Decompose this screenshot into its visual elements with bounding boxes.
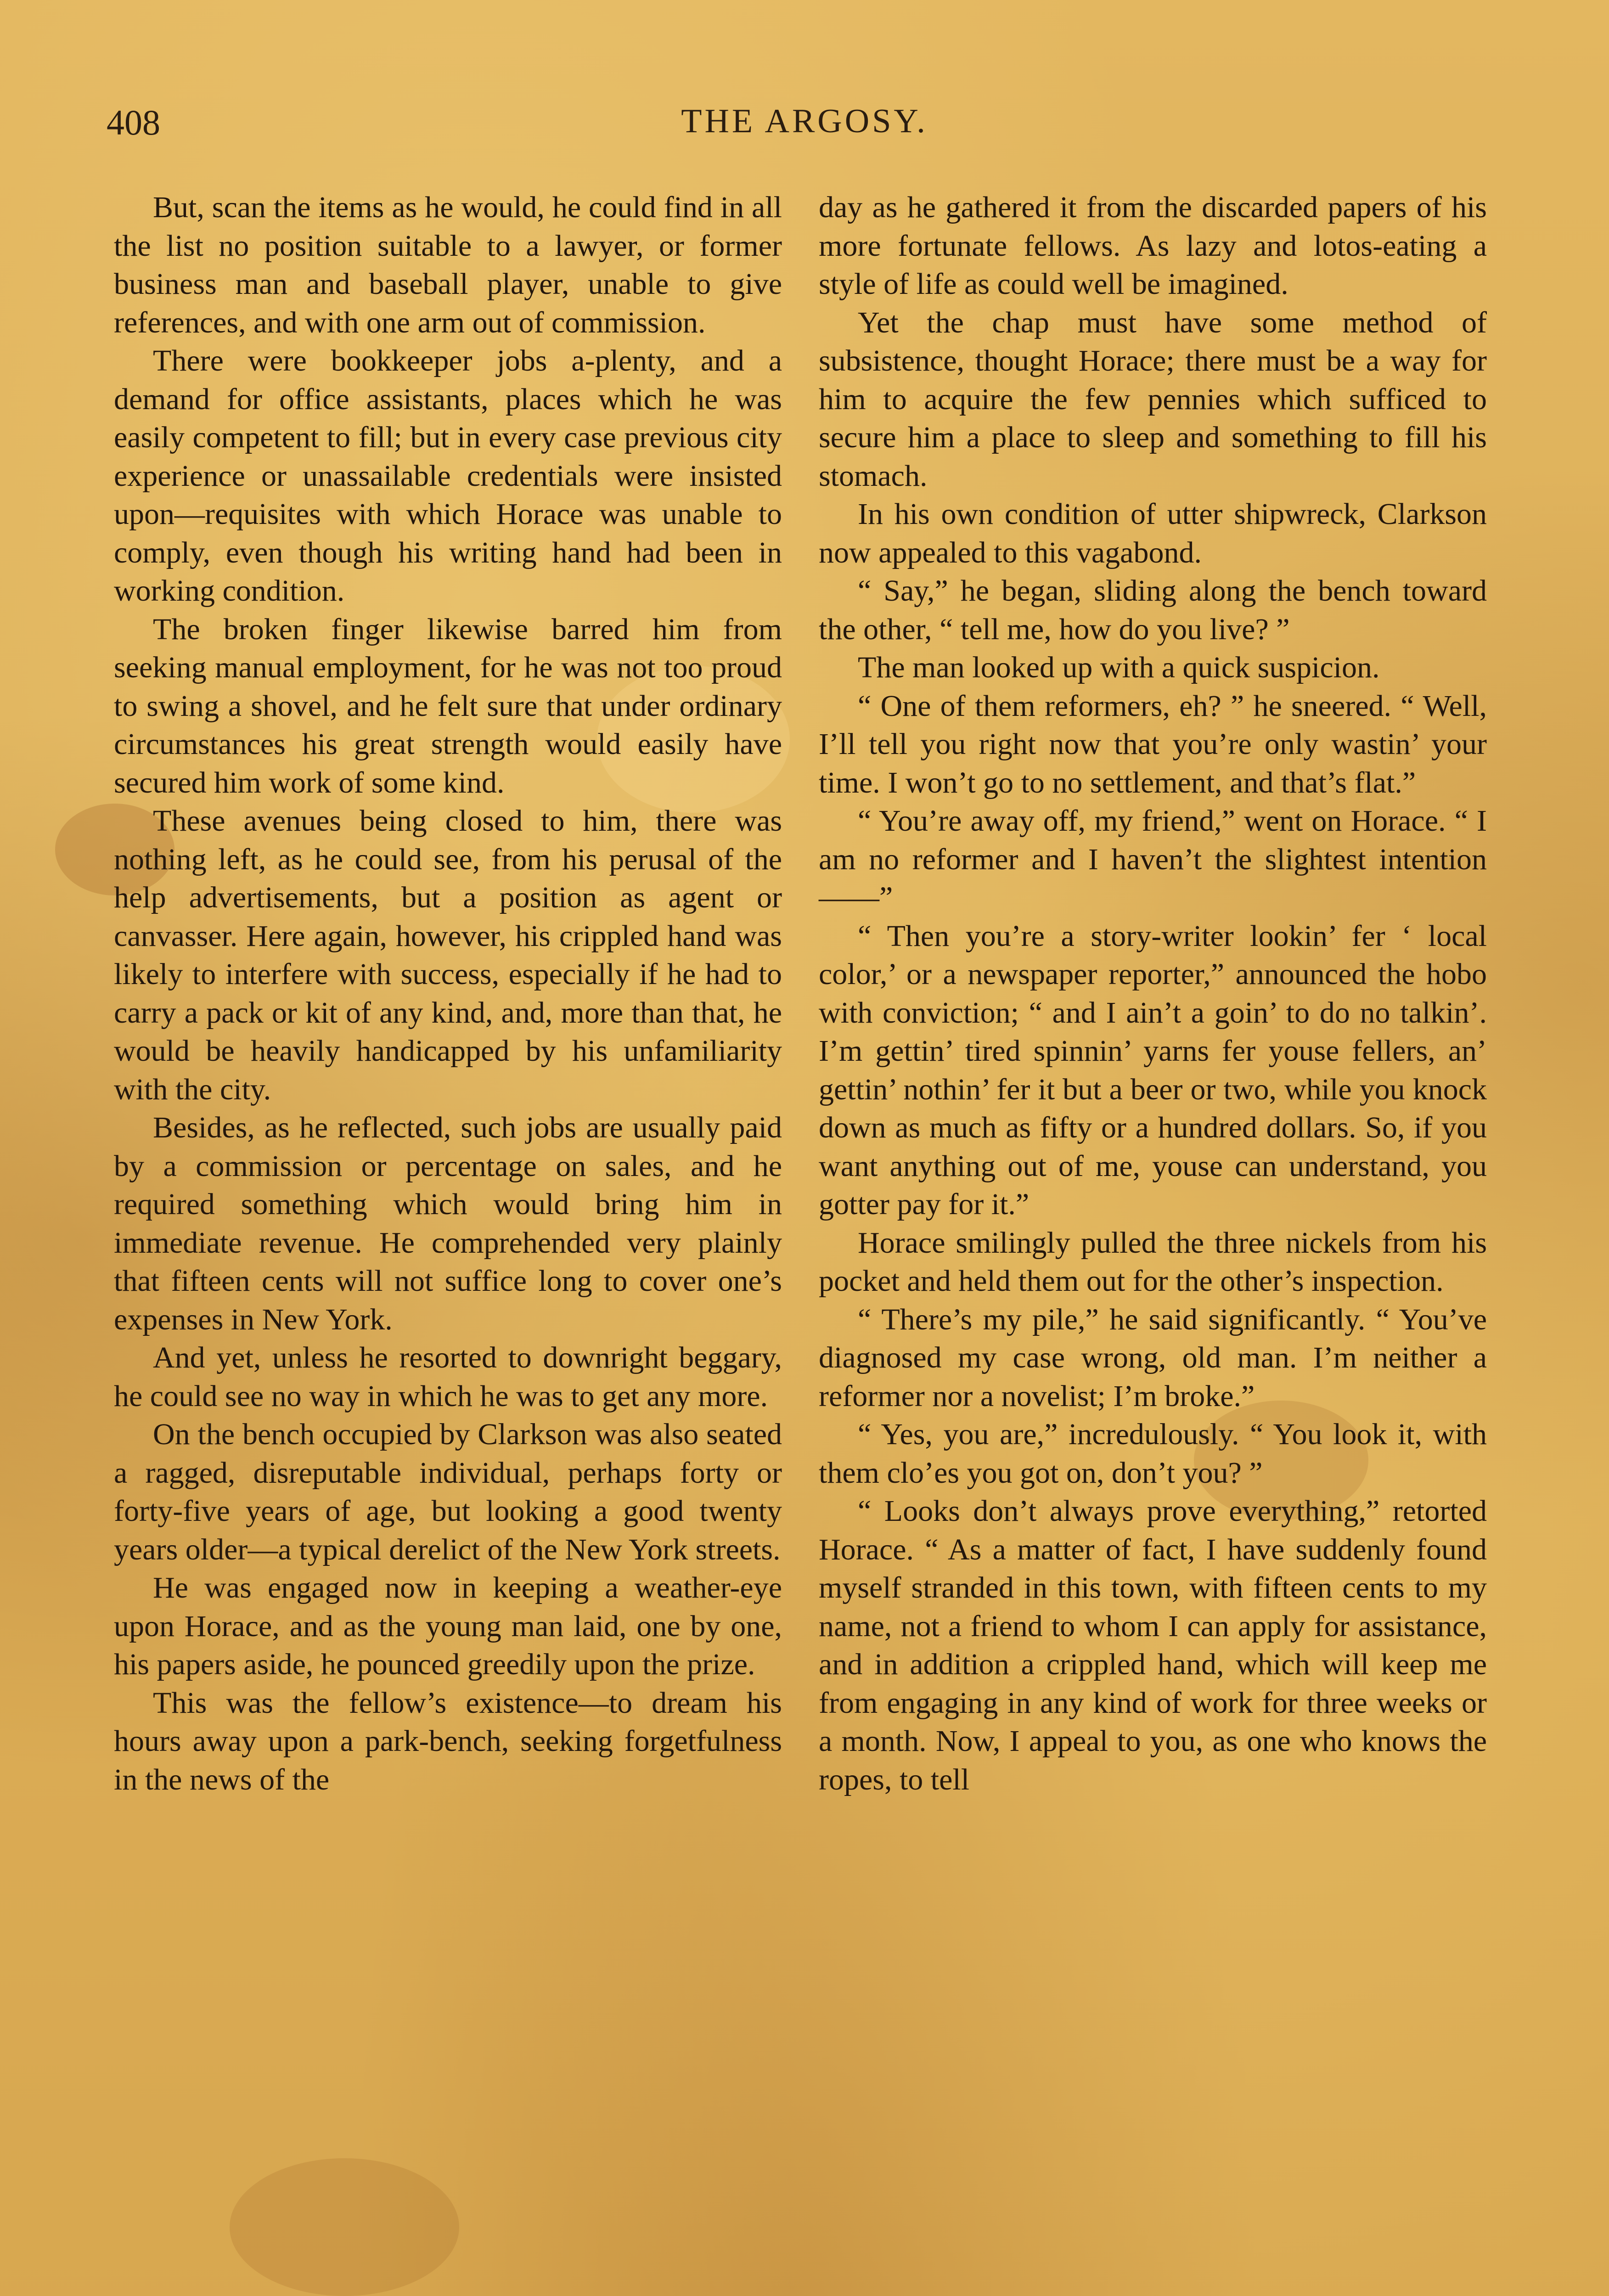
paragraph: “ There’s my pile,” he said significantly. “ You’ve diagnosed my case wrong, old man. I’m neither a reformer nor a novelist; I’m broke.”	[819, 1302, 1487, 1413]
paragraph: This was the fellow’s existence—to dream his hours away upon a park-bench, seeking forgetfulness in the news of the	[114, 1686, 782, 1796]
paragraph: “ You’re away off, my friend,” went on Horace. “ I am no reformer and I haven’t the slightest intention——”	[819, 804, 1487, 914]
paragraph: The man looked up with a quick suspicion.	[858, 651, 1380, 684]
left-column	[114, 188, 782, 1799]
paragraph: “ Then you’re a story-writer lookin’ fer ‘ local color,’ or a newspaper reporter,” announced the hobo with conviction; “ and I ain’t a goin’ to do no talkin’. I’m gettin’ tired spinnin’ yarns fer youse fellers, an’ gettin’ nothin’ fer it but a beer or two, while you knock down as much as fifty or a hundred dollars. So, if you want anything out of me, youse can understand, you gotter pay for it.”	[819, 919, 1487, 1221]
right-column	[819, 188, 1487, 1799]
paragraph: These avenues being closed to him, there was nothing left, as he could see, from his perusal of the help advertisements, but a position as agent or canvasser. Here again, however, his crippled hand was likely to interfere with success, especially if he had to carry a pack or kit of any kind, and, more than that, he would be heavily handicapped by his unfamiliarity with the city.	[114, 804, 782, 1106]
paragraph: Yet the chap must have some method of subsistence, thought Horace; there must be a way for him to acquire the few pennies which sufficed to secure him a place to sleep and something to fill his stomach.	[819, 305, 1487, 493]
paragraph: There were bookkeeper jobs a-plenty, and a demand for office assistants, places which he was easily competent to fill; but in every case previous city experience or unassailable credentials were insisted upon—requisites with which Horace was unable to comply, even though his writing hand had been in working condition.	[114, 344, 782, 608]
paragraph: And yet, unless he resorted to downright beggary, he could see no way in which he was to get any more.	[114, 1341, 782, 1413]
paper-stain	[230, 2158, 459, 2296]
paragraph: On the bench occupied by Clarkson was also seated a ragged, disreputable individual, perhaps forty or forty-five years of age, but looking a good twenty years older—a typical derelict of the New York streets.	[114, 1418, 782, 1566]
paragraph: He was engaged now in keeping a weather-eye upon Horace, and as the young man laid, one by one, his papers aside, he pounced greedily upon the prize.	[114, 1571, 782, 1681]
paragraph: “ Yes, you are,” incredulously. “ You look it, with them clo’es you got on, don’t you? ”	[819, 1418, 1487, 1490]
paragraph: In his own condition of utter shipwreck, Clarkson now appealed to this vagabond.	[819, 497, 1487, 569]
paragraph: The broken finger likewise barred him from seeking manual employment, for he was not too proud to swing a shovel, and he felt sure that under ordinary circumstances his great strength would easily have secured him work of some kind.	[114, 612, 782, 799]
paragraph: “ Say,” he began, sliding along the bench toward the other, “ tell me, how do you live? ”	[819, 574, 1487, 646]
paragraph: “ One of them reformers, eh? ” he sneered. “ Well, I’ll tell you right now that you’re only wastin’ your time. I won’t go to no settlement, and that’s flat.”	[819, 689, 1487, 799]
paragraph: “ Looks don’t always prove everything,” retorted Horace. “ As a matter of fact, I have suddenly found myself stranded in this town, with fifteen cents to my name, not a friend to whom I can apply for assistance, and in addition a crippled hand, which will keep me from engaging in any kind of work for three weeks or a month. Now, I appeal to you, as one who knows the ropes, to tell	[819, 1494, 1487, 1796]
page-number: 408	[107, 102, 160, 142]
paragraph: But, scan the items as he would, he could find in all the list no position suitable to a lawyer, or former business man and baseball player, unable to give references, and with one arm out of commission.	[114, 191, 782, 339]
paragraph: Horace smilingly pulled the three nickels from his pocket and held them out for the other’s inspection.	[819, 1226, 1487, 1298]
running-head: THE ARGOSY.	[681, 102, 928, 140]
paragraph-continuation: day as he gathered it from the discarded papers of his more fortunate fellows. As lazy and lotos-eating a style of life as could well be imagined.	[819, 191, 1487, 301]
page-header	[0, 102, 1609, 157]
paragraph: Besides, as he reflected, such jobs are usually paid by a commission or percentage on sales, and he required something which would bring him in immediate revenue. He comprehended very plainly that fifteen cents will not suffice long to cover one’s expenses in New York.	[114, 1111, 782, 1336]
